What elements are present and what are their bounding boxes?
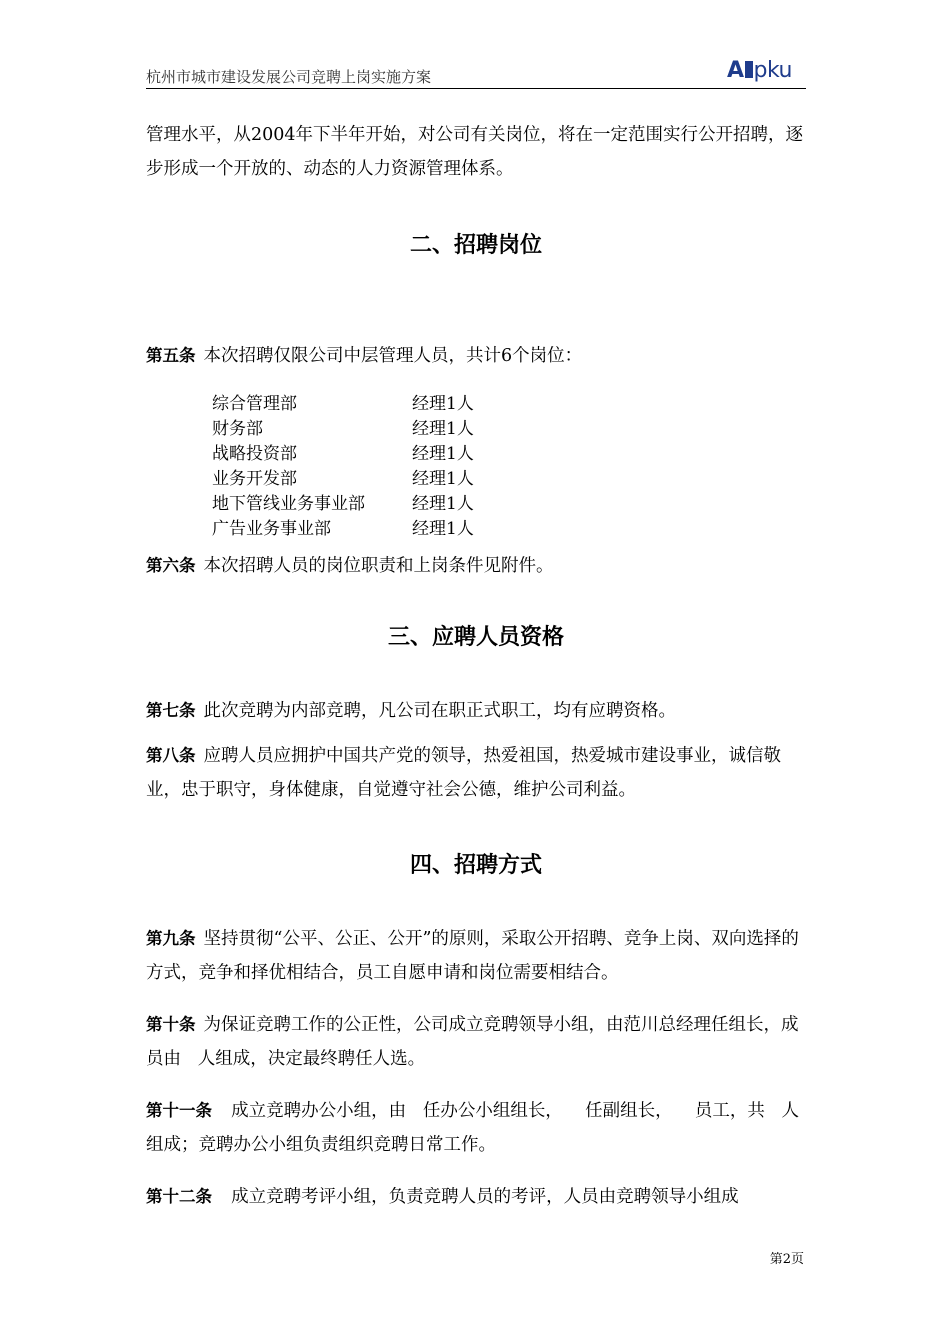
position-row (212, 417, 474, 442)
page-number: 第2页 (769, 1252, 804, 1267)
article-text: 此次竞聘为内部竞聘，凡公司在职正式职工，均有应聘资格。 (203, 701, 676, 721)
article-5 (146, 344, 806, 368)
position-dept: 战略投资部 (212, 444, 297, 464)
article-12 (146, 1180, 806, 1214)
article-label: 第十条 (146, 1015, 196, 1034)
position-count: 经理1人 (412, 494, 474, 514)
article-label: 第八条 (146, 746, 196, 765)
article-7 (146, 699, 806, 723)
article-text: 应聘人员应拥护中国共产党的领导，热爱祖国，热爱城市建设事业，诚信敬业，忠于职守，身体健康，自觉遵守社会公德，维护公司利益。 (146, 746, 781, 800)
article-text: 成立竞聘办公小组，由 任办公小组组长， 任副组长， 员工，共 人组成；竞聘办公小组负责组织竞聘日常工作。 (146, 1101, 800, 1155)
article-label: 第五条 (146, 346, 196, 365)
article-label: 第十一条 (146, 1101, 212, 1120)
position-count: 经理1人 (412, 394, 474, 414)
article-label: 第九条 (146, 929, 196, 948)
article-label: 第十二条 (146, 1187, 212, 1206)
position-row (212, 442, 474, 467)
alpku-logo: A pku (726, 58, 792, 83)
article-text: 成立竞聘考评小组，负责竞聘人员的考评，人员由竞聘领导小组成 (220, 1187, 739, 1207)
position-count: 经理1人 (412, 444, 474, 464)
position-dept: 广告业务事业部 (212, 519, 331, 539)
position-row (212, 517, 474, 542)
article-text: 为保证竞聘工作的公正性，公司成立竞聘领导小组，由范川总经理任组长，成员由 人组成，决定最终聘任人选。 (146, 1015, 799, 1069)
article-text: 本次招聘人员的岗位职责和上岗条件见附件。 (203, 556, 554, 576)
position-row (212, 492, 474, 517)
article-9 (146, 922, 806, 990)
position-dept: 财务部 (212, 419, 263, 439)
article-text: 本次招聘仅限公司中层管理人员，共计6个岗位： (203, 346, 583, 366)
section-heading-method: 四、招聘方式 (409, 853, 542, 878)
article-6 (146, 554, 806, 578)
article-11 (146, 1094, 806, 1162)
position-count: 经理1人 (412, 469, 474, 489)
position-count: 经理1人 (412, 419, 474, 439)
position-dept: 地下管线业务事业部 (212, 494, 365, 514)
position-dept: 业务开发部 (212, 469, 297, 489)
intro-paragraph: 管理水平，从2004年下半年开始，对公司有关岗位，将在一定范围实行公开招聘，逐步形成一个开放的、动态的人力资源管理体系。 (146, 125, 804, 179)
position-dept: 综合管理部 (212, 394, 297, 414)
section-heading-positions: 二、招聘岗位 (409, 233, 542, 258)
position-row (212, 467, 474, 492)
article-10 (146, 1008, 806, 1076)
article-label: 第六条 (146, 556, 196, 575)
article-8 (146, 739, 806, 807)
section-heading-qualifications: 三、应聘人员资格 (387, 625, 564, 650)
document-title: 杭州市城市建设发展公司竞聘上岗实施方案 (146, 68, 432, 86)
page-header (146, 58, 806, 89)
position-row (212, 392, 474, 417)
article-label: 第七条 (146, 701, 196, 720)
position-count: 经理1人 (412, 519, 474, 539)
positions-list (212, 392, 474, 542)
article-text: 坚持贯彻“公平、公正、公开”的原则，采取公开招聘、竞争上岗、双向选择的方式，竞争和择优相结合，员工自愿申请和岗位需要相结合。 (146, 929, 799, 983)
